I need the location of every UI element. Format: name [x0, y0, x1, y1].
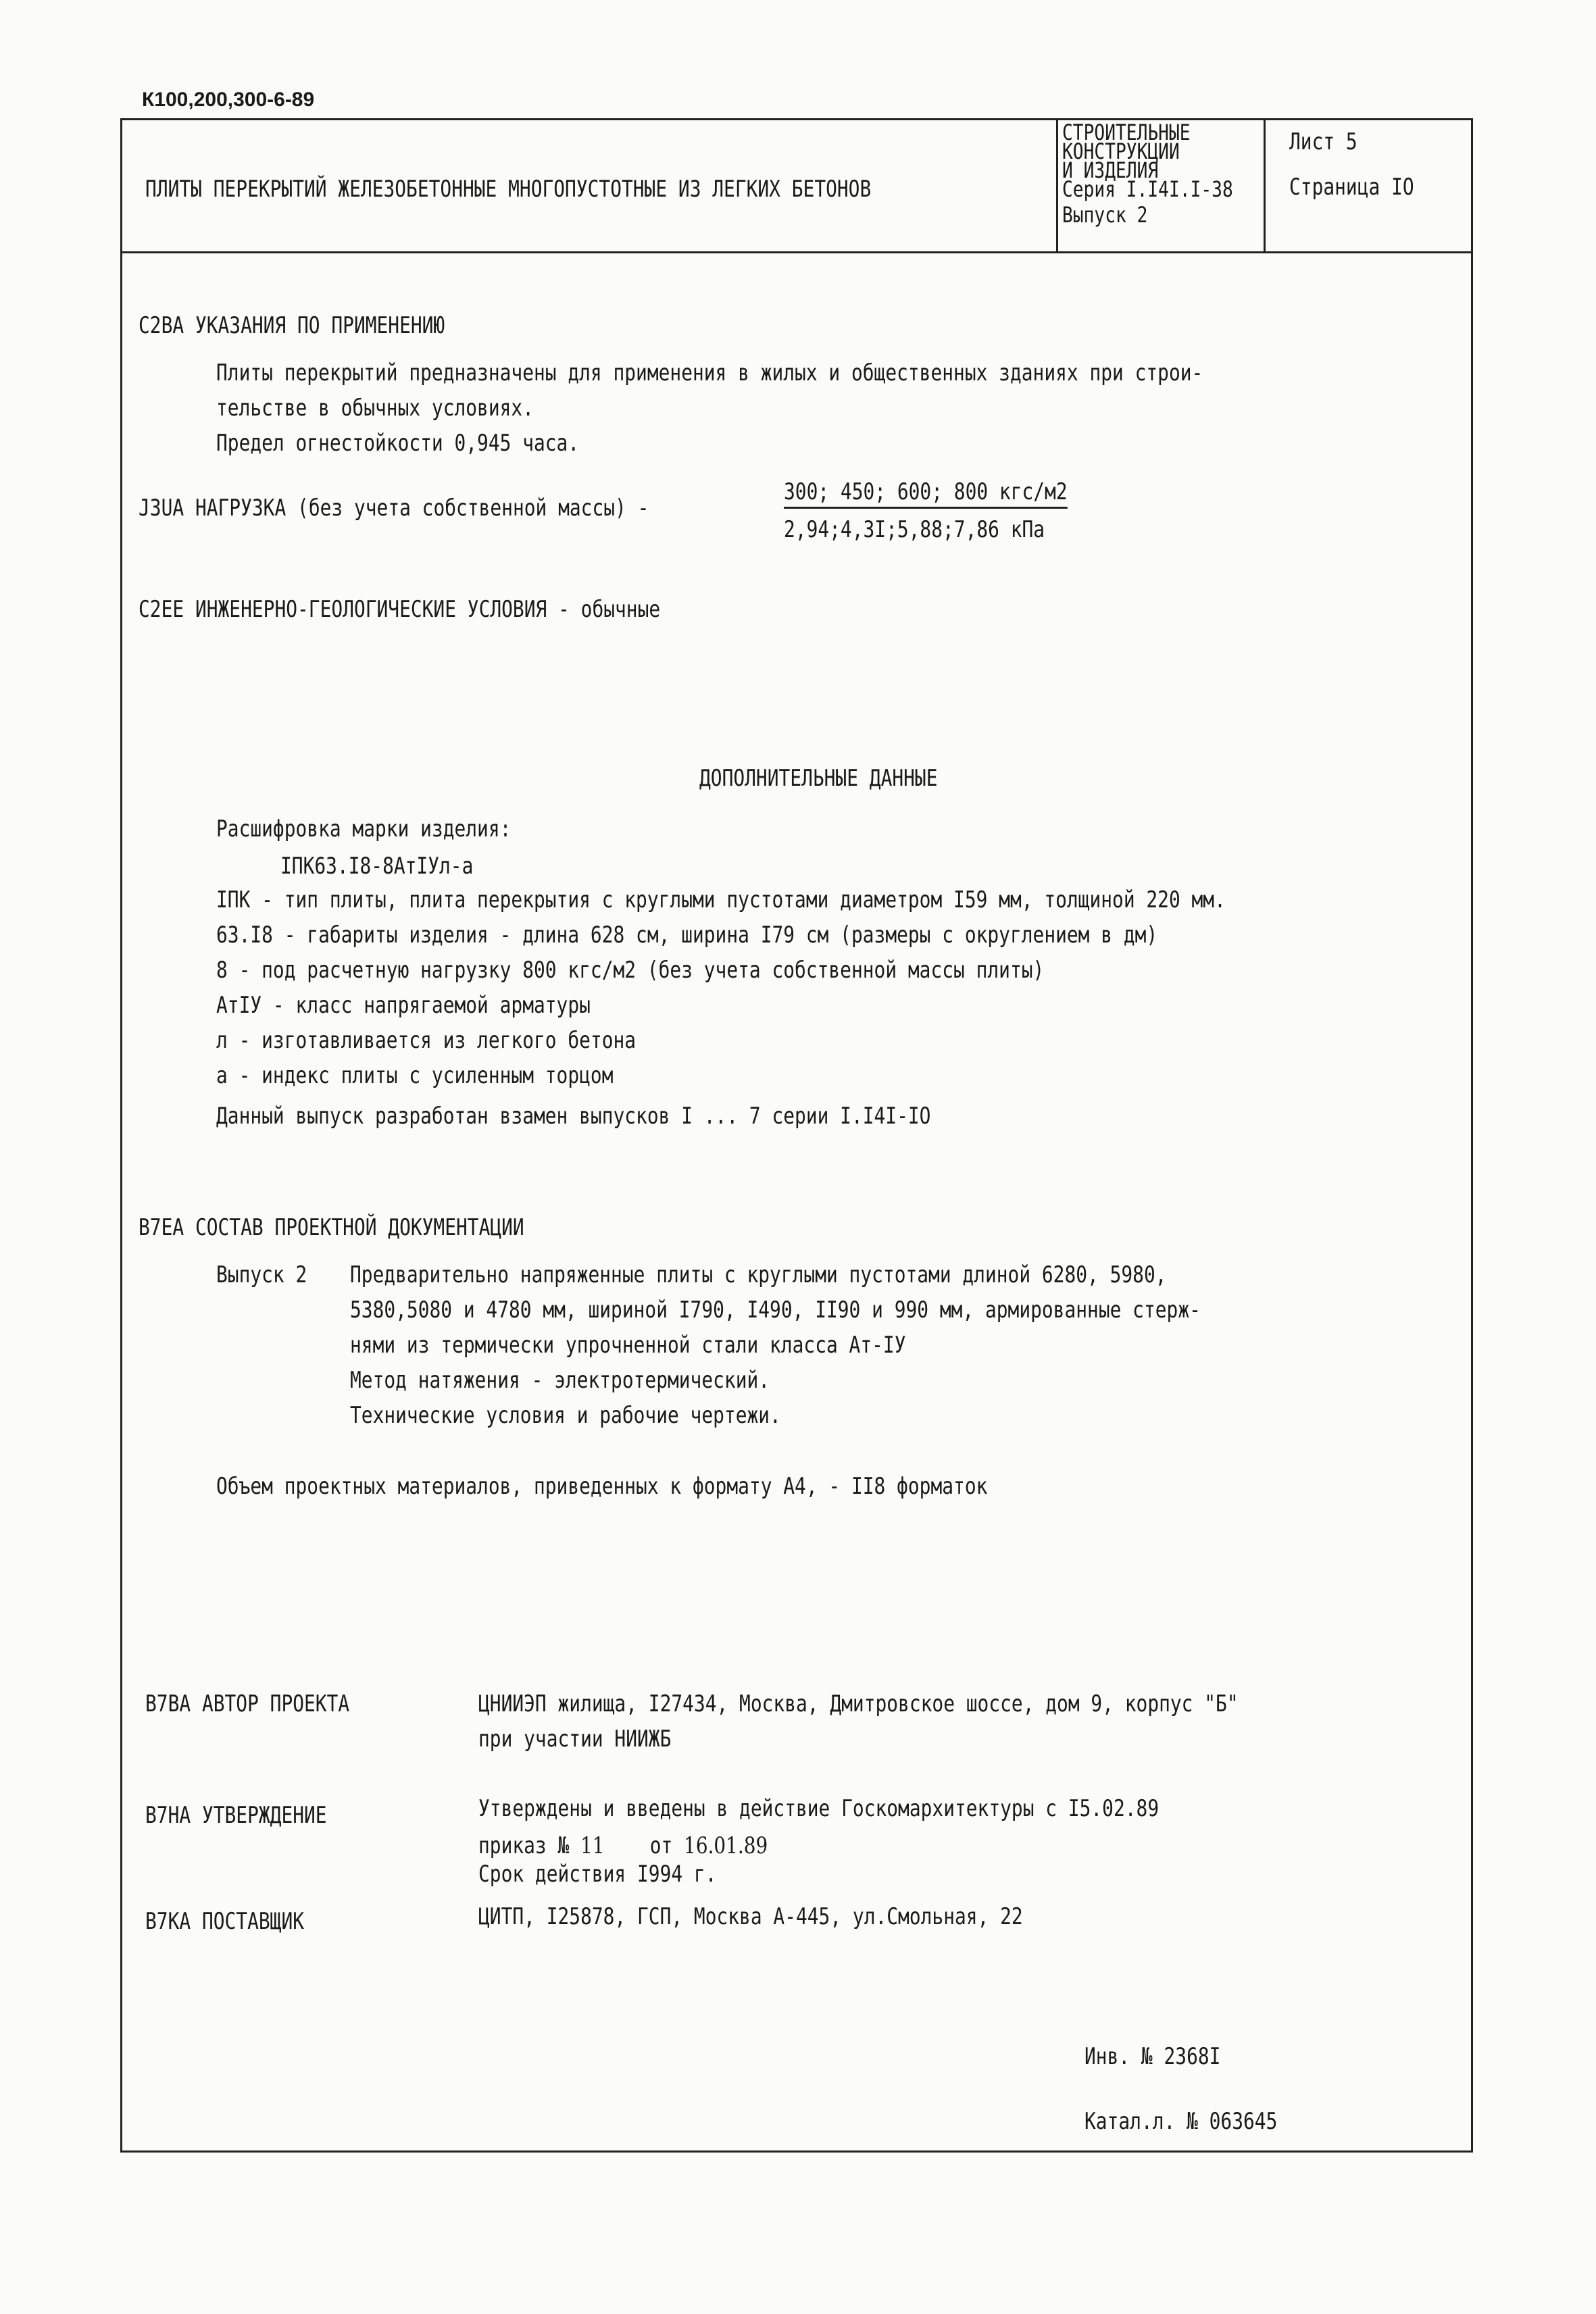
- decode-line: 8 - под расчетную нагрузку 800 кгс/м2 (без учета собственной массы плиты): [216, 957, 1045, 984]
- geology-heading: С2ЕЕ ИНЖЕНЕРНО-ГЕОЛОГИЧЕСКИЕ УСЛОВИЯ - обычные: [139, 596, 661, 623]
- supplier-line-1: ЦИТП, I25878, ГСП, Москва А-445, ул.Смольная, 22: [478, 1903, 1023, 1930]
- author-line-1: ЦНИИЭП жилища, I27434, Москва, Дмитровское шоссе, дом 9, корпус "Б": [478, 1690, 1239, 1717]
- usage-line-1: Плиты перекрытий предназначены для применения в жилых и общественных зданиях при строи-: [216, 359, 1203, 386]
- composition-line: Метод натяжения - электротермический.: [350, 1367, 770, 1394]
- header-issue: Выпуск 2: [1062, 202, 1148, 228]
- author-heading: В7ВА АВТОР ПРОЕКТА: [145, 1690, 350, 1717]
- inventory-number: Инв. № 2368I: [1084, 2043, 1221, 2070]
- approval-line-1: Утверждены и введены в действие Госкомархитектуры с I5.02.89: [478, 1795, 1159, 1822]
- header-category-1: СТРОИТЕЛЬНЫЕ: [1062, 120, 1191, 145]
- composition-line: Технические условия и рабочие чертежи.: [350, 1402, 781, 1429]
- additional-title: ДОПОЛНИТЕЛЬНЫЕ ДАННЫЕ: [699, 765, 938, 792]
- header-category-3: И ИЗДЕЛИЯ: [1062, 157, 1159, 183]
- header-divider: [120, 251, 1471, 253]
- decode-line: IПК - тип плиты, плита перекрытия с круглыми пустотами диаметром I59 мм, толщиной 220 мм.: [216, 886, 1226, 913]
- approval-order: приказ № 11 от 16.01.89: [478, 1832, 768, 1859]
- composition-line: нями из термически упрочненной стали класса Ат-IУ: [350, 1332, 906, 1359]
- composition-issue-label: Выпуск 2: [216, 1261, 307, 1288]
- replacement-note: Данный выпуск разработан взамен выпусков I ... 7 серии I.I4I-IO: [216, 1103, 931, 1130]
- decode-line: АтIУ - класс напрягаемой арматуры: [216, 992, 591, 1019]
- header-sheet: Лист 5: [1289, 128, 1357, 155]
- product-mark: IПК63.I8-8АтIУл-а: [280, 853, 474, 880]
- approval-line-3: Срок действия I994 г.: [478, 1861, 717, 1888]
- approval-heading: В7НА УТВЕРЖДЕНИЕ: [145, 1802, 327, 1829]
- header-series: Серия I.I4I.I-38: [1062, 176, 1233, 202]
- load-numerator: 300; 450; 600; 800 кгс/м2: [784, 477, 1130, 509]
- catalog-number: Катал.л. № 063645: [1084, 2108, 1278, 2135]
- decode-line: а - индекс плиты с усиленным торцом: [216, 1062, 614, 1089]
- volume-note: Объем проектных материалов, приведенных к формату А4, - II8 форматок: [216, 1473, 988, 1500]
- composition-line: Предварительно напряженные плиты с круглыми пустотами длиной 6280, 5980,: [350, 1261, 1167, 1288]
- composition-heading: В7ЕА СОСТАВ ПРОЕКТНОЙ ДОКУМЕНТАЦИИ: [139, 1214, 524, 1241]
- usage-line-2: тельстве в обычных условиях.: [216, 395, 534, 422]
- author-line-2: при участии НИИЖБ: [478, 1726, 672, 1753]
- header-page: Страница IO: [1289, 174, 1414, 201]
- header-vline-1: [1056, 118, 1058, 251]
- header-title: ПЛИТЫ ПЕРЕКРЫТИЙ ЖЕЛЕЗОБЕТОННЫЕ МНОГОПУСТОТНЫЕ ИЗ ЛЕГКИХ БЕТОНОВ: [145, 176, 872, 203]
- load-denominator: 2,94;4,3I;5,88;7,86 кПа: [784, 516, 1045, 543]
- document-code: К100,200,300-6-89: [142, 89, 315, 111]
- decode-line: л - изготавливается из легкого бетона: [216, 1027, 637, 1054]
- load-heading: J3UA НАГРУЗКА (без учета собственной массы) -: [139, 495, 649, 522]
- header-category-2: КОНСТРУКЦИИ: [1062, 139, 1180, 164]
- composition-line: 5380,5080 и 4780 мм, шириной I790, I490, II90 и 990 мм, армированные стерж-: [350, 1297, 1201, 1324]
- decode-line: 63.I8 - габариты изделия - длина 628 см, ширина I79 см (размеры с округлением в дм): [216, 922, 1158, 949]
- usage-line-3: Предел огнестойкости 0,945 часа.: [216, 430, 580, 457]
- supplier-heading: В7КА ПОСТАВЩИК: [145, 1908, 305, 1935]
- decode-title: Расшифровка марки изделия:: [216, 815, 512, 842]
- usage-heading: С2ВА УКАЗАНИЯ ПО ПРИМЕНЕНИЮ: [139, 312, 445, 339]
